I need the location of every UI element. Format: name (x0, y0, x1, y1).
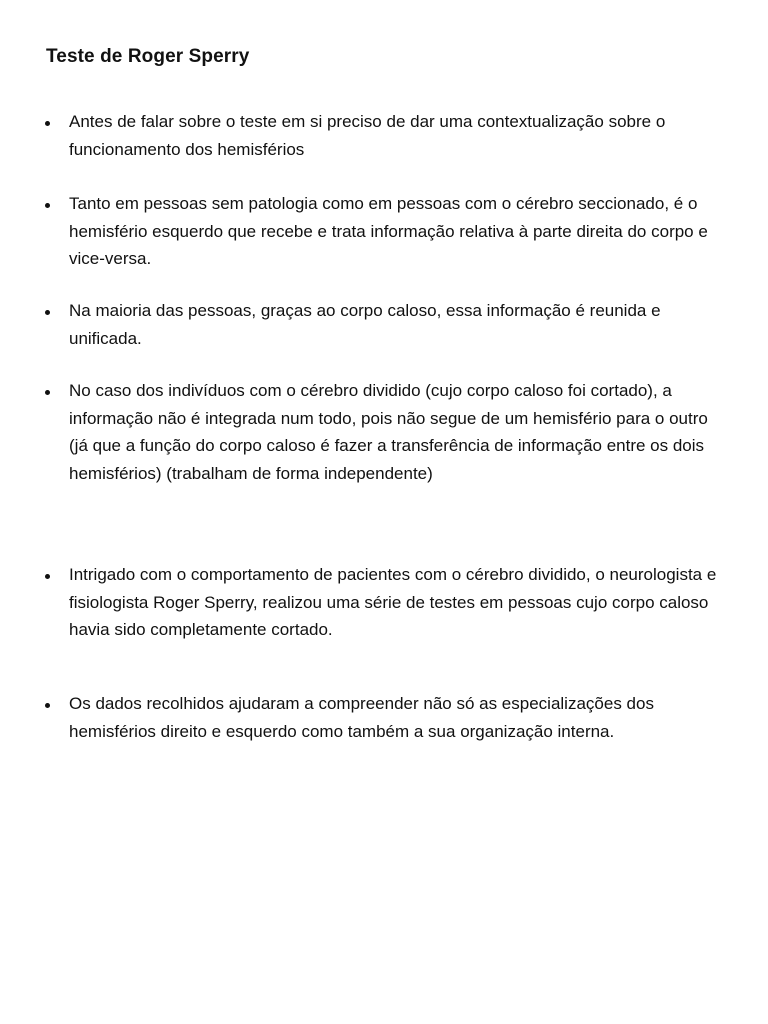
bullet-text: Os dados recolhidos ajudaram a compreender não só as especializações dos hemisférios direito e esquerdo como também a sua organização interna. (69, 694, 654, 741)
bullet-text: Intrigado com o comportamento de pacientes com o cérebro dividido, o neurologista e fisiologista Roger Sperry, realizou uma série de testes em pessoas cujo corpo caloso havia sido completamente cortado. (69, 565, 717, 639)
bullet-text: No caso dos indivíduos com o cérebro dividido (cujo corpo caloso foi cortado), a informação não é integrada num todo, pois não segue de um hemisfério para o outro (já que a função do corpo caloso é fazer a transferência de informação entre os dois hemisférios) (trabalham de forma independente) (69, 381, 708, 483)
bullet-icon (45, 121, 50, 126)
bullet-text: Tanto em pessoas sem patologia como em pessoas com o cérebro seccionado, é o hemisfério esquerdo que recebe e trata informação relativa à parte direita do corpo e vice-versa. (69, 194, 708, 268)
document-title: Teste de Roger Sperry (46, 46, 250, 67)
bullet-icon (45, 390, 50, 395)
bullet-icon (45, 203, 50, 208)
bullet-text: Antes de falar sobre o teste em si preciso de dar uma contextualização sobre o funcionamento dos hemisférios (69, 112, 666, 159)
bullet-text: Na maioria das pessoas, graças ao corpo caloso, essa informação é reunida e unificada. (69, 301, 661, 348)
bullet-icon (45, 703, 50, 708)
bullet-icon (45, 310, 50, 315)
bullet-icon (45, 574, 50, 579)
